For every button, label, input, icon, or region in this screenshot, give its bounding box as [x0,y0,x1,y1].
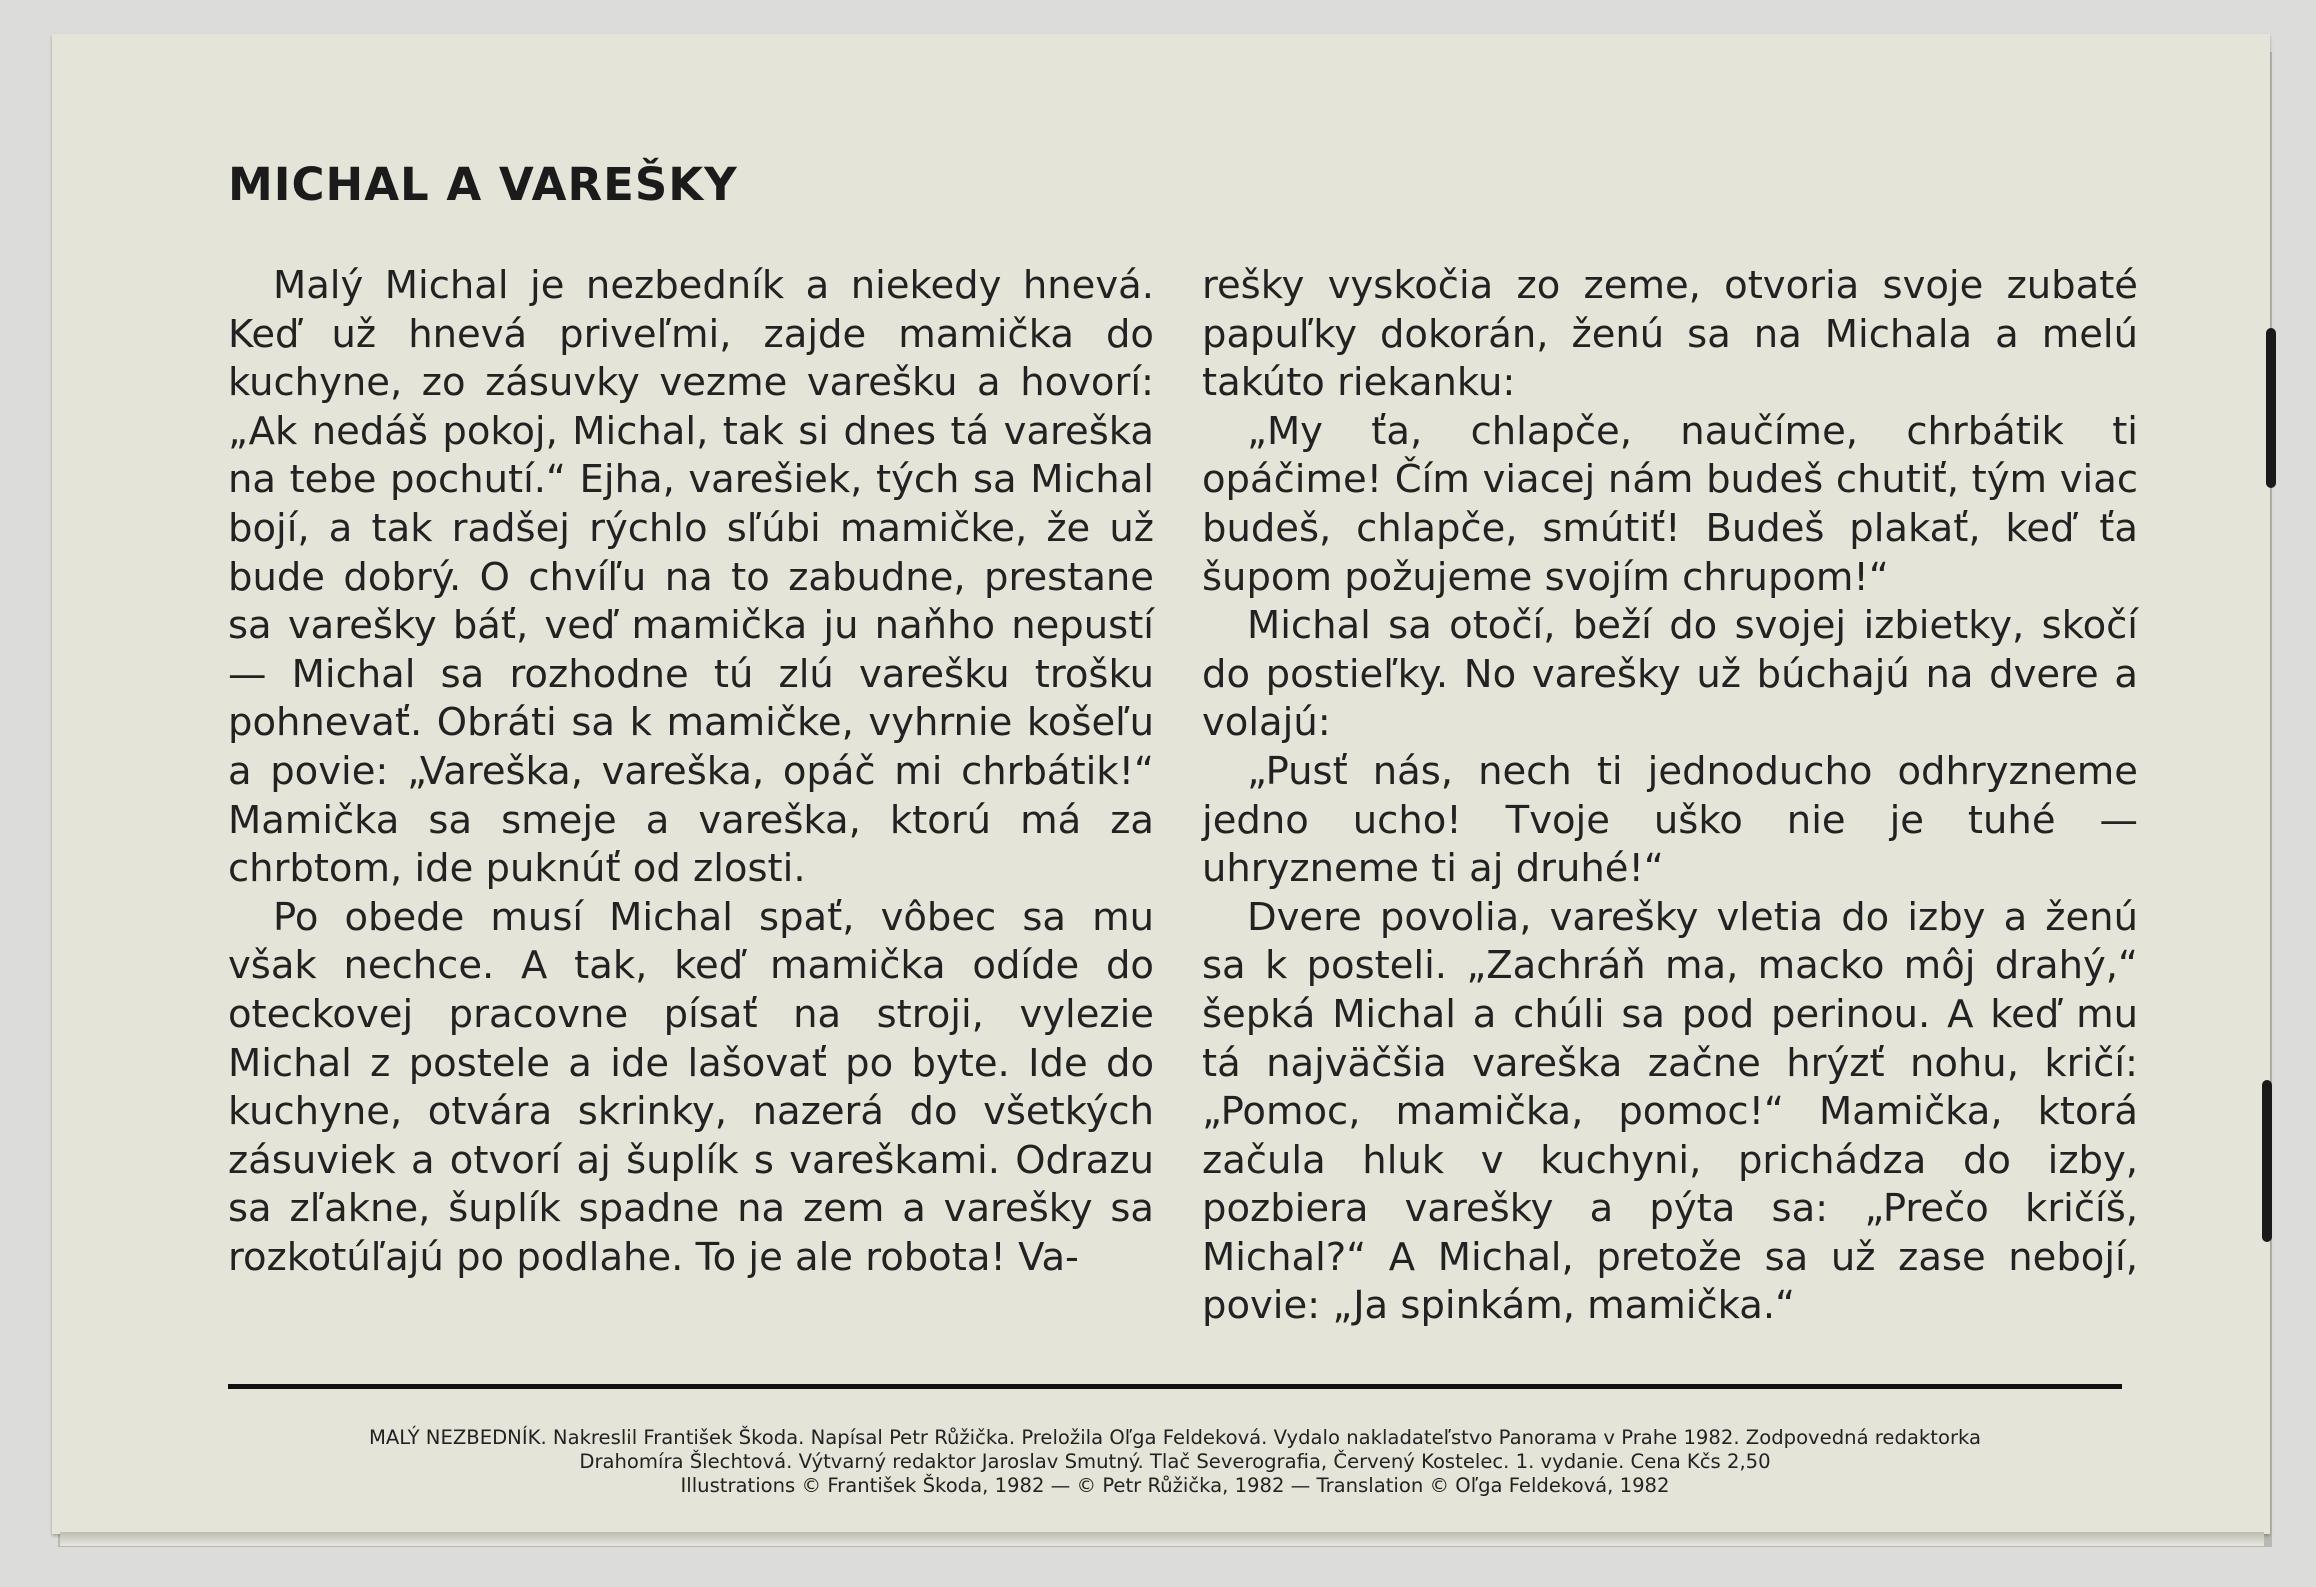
colophon-line: Drahomíra Šlechtová. Výtvarný redaktor Jaroslav Smutný. Tlač Severografia, Červený Kostelec. 1. vydanie. Cena Kčs 2,50 [579,1450,1771,1473]
divider-rule [228,1384,2122,1389]
paragraph: Michal sa otočí, beží do svojej izbietky, skočí do postieľky. No varešky už búchajú na dvere a volajú: [1202,603,2138,746]
paragraph: Dvere povolia, varešky vletia do izby a ženú sa k posteli. „Zachráň ma, macko môj drahý,“ šepká Michal a chúli sa pod perinou. A keď mu tá najväčšia vareška začne hrýzť nohu, kričí: „Pomoc, mamička, pomoc!“ Mamička, ktorá začula hluk v kuchyni, prichádza do izby, pozbiera varešky a pýta sa: „Prečo kričíš, Michal?“ A Michal, pretože sa už zase nebojí, povie: „Ja spinkám, mamička.“ [1202,894,2138,1329]
page-edge [60,1532,2264,1546]
text-column-right [1202,262,2138,1331]
binding-ring-top [2266,328,2276,488]
colophon-line: Illustrations © František Škoda, 1982 — © Petr Růžička, 1982 — Translation © Oľga Feldeková, 1982 [680,1474,1670,1497]
paragraph: Po obede musí Michal spať, vôbec sa mu však nechce. A tak, keď mamička odíde do oteckovej pracovne písať na stroji, vylezie Michal z postele a ide lašovať po byte. Ide do kuchyne, otvára skrinky, nazerá do všetkých zásuviek a otvorí aj šuplík s vareškami. Odrazu sa zľakne, šuplík spadne na zem a varešky sa rozkotúľajú po podlahe. To je ale robota! Va- [228,894,1154,1280]
paragraph: „My ťa, chlapče, naučíme, chrbátik ti opáčime! Čím viacej nám budeš chutiť, tým viac budeš, chlapče, smútiť! Budeš plakať, keď ťa šupom požujeme svojím chrupom!“ [1202,408,2138,600]
paragraph: „Pusť nás, nech ti jednoducho odhryzneme jedno ucho! Tvoje uško nie je tuhé — uhryzneme ti aj druhé!“ [1202,748,2138,892]
binding-ring-bottom [2262,1080,2272,1242]
colophon [220,1426,2130,1498]
colophon-line: MALÝ NEZBEDNÍK. Nakreslil František Škoda. Napísal Petr Růžička. Preložila Oľga Feldeková. Vydalo nakladateľstvo Panorama v Prahe 1982. Zodpovedná redaktorka [368,1426,1982,1449]
paragraph: Malý Michal je nezbedník a niekedy hnevá. Keď už hnevá priveľmi, zajde mamička do kuchyne, zo zásuvky vezme varešku a hovorí: „Ak nedáš pokoj, Michal, tak si dnes tá vareška na tebe pochutí.“ Ejha, varešiek, tých sa Michal bojí, a tak radšej rýchlo sľúbi mamičke, že už bude dobrý. O chvíľu na to zabudne, prestane sa varešky báť, veď mamička ju naňho nepustí — Michal sa rozhodne tú zlú varešku trošku pohnevať. Obráti sa k mamičke, vyhrnie košeľu a povie: „Vareška, vareška, opáč mi chrbátik!“ Mamička sa smeje a vareška, ktorú má za chrbtom, ide puknúť od zlosti. [228,263,1154,892]
paragraph: rešky vyskočia zo zeme, otvoria svoje zubaté papuľky dokorán, ženú sa na Michala a melú takúto riekanku: [1202,263,2138,406]
story-title: MICHAL A VAREŠKY [228,158,738,211]
text-column-left [228,262,1154,1282]
